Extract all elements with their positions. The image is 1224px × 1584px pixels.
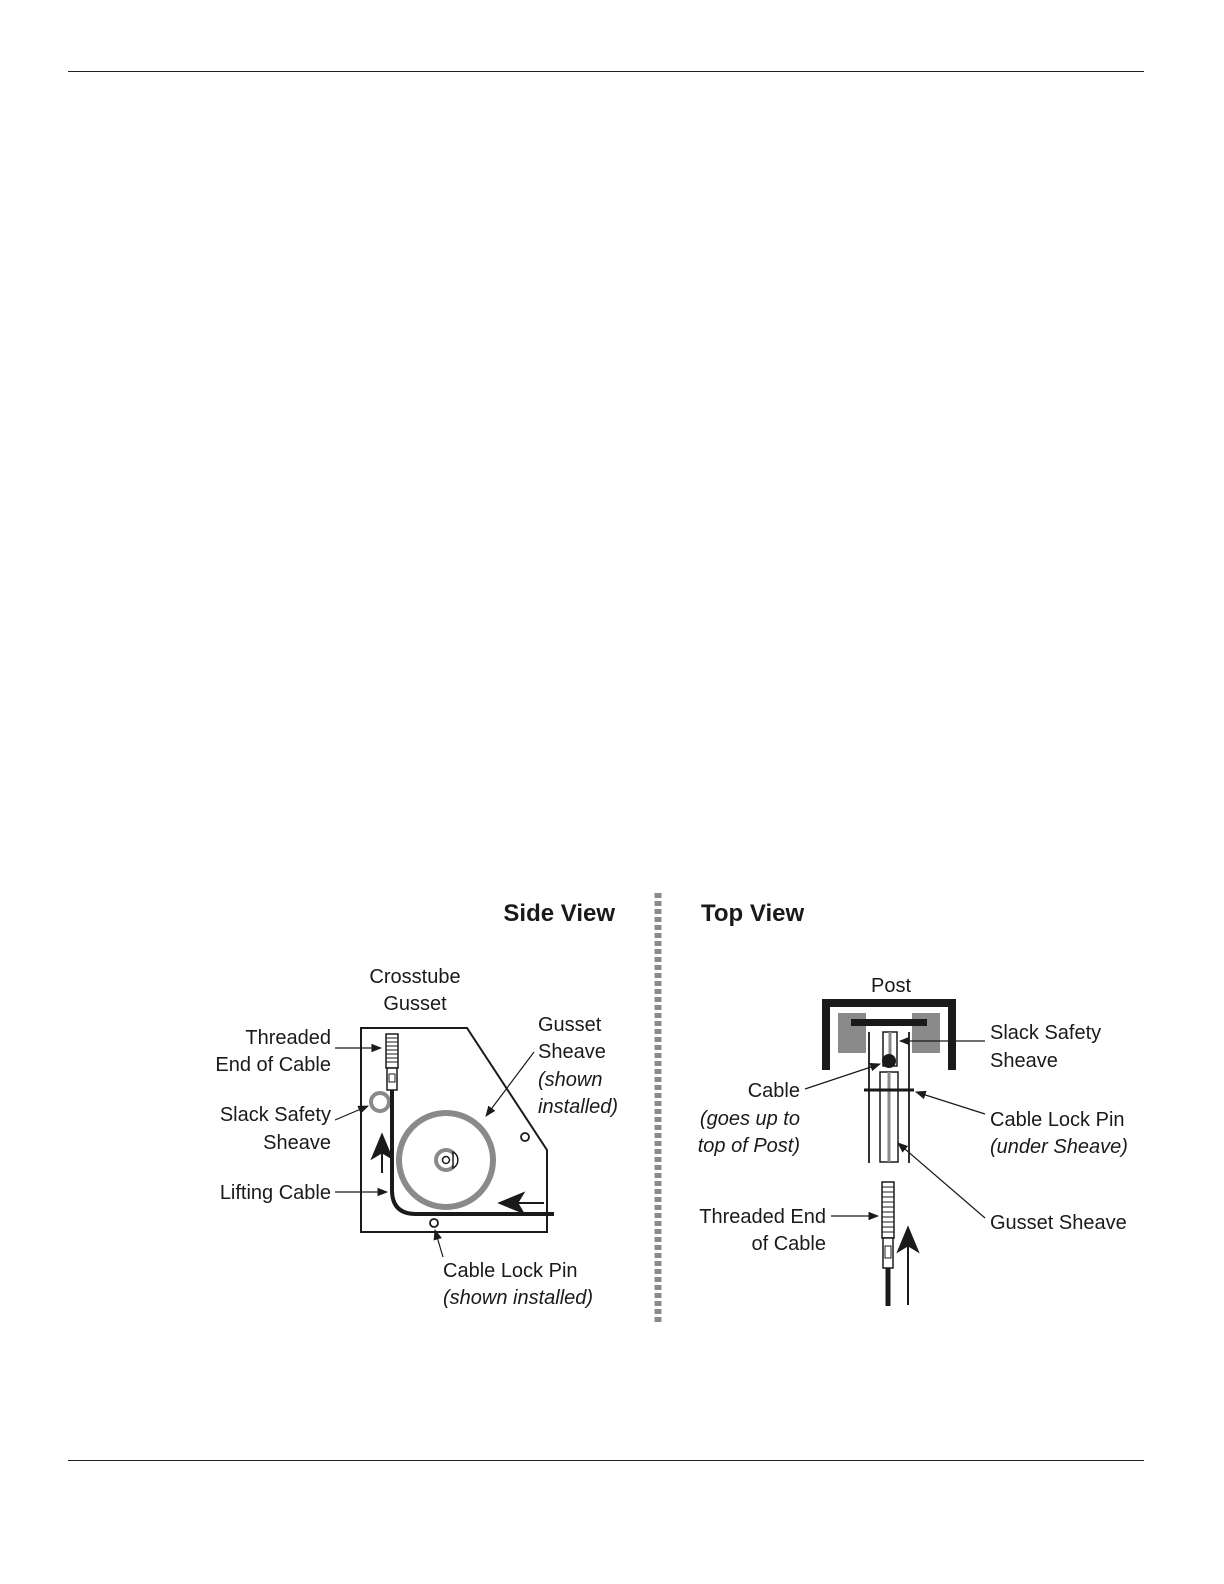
label-top-cable-lock-pin: Cable Lock Pin [990, 1109, 1125, 1131]
label-top-cable: Cable [747, 1080, 800, 1102]
label-top-threaded-end: Threaded End [699, 1206, 826, 1228]
label-top-cable-note-2: top of Post) [697, 1135, 800, 1157]
leader-top-cable-lock-pin [916, 1092, 985, 1114]
side-view-title: Side View [503, 900, 615, 927]
label-top-cable-note-1: (goes up to [699, 1108, 800, 1130]
label-top-of-cable: of Cable [751, 1233, 826, 1255]
cable-top [882, 1054, 896, 1068]
post-bar [851, 1019, 927, 1026]
label-slack-sheave: Sheave [263, 1132, 331, 1154]
label-slack-safety: Slack Safety [219, 1104, 331, 1126]
label-shown: (shown [538, 1069, 603, 1091]
label-threaded: Threaded [245, 1027, 331, 1049]
label-end-of-cable: End of Cable [215, 1054, 331, 1076]
gusset-hole [521, 1133, 529, 1141]
label-top-gusset-sheave: Gusset Sheave [990, 1212, 1127, 1234]
sheave-axle [443, 1157, 450, 1164]
label-gusset: Gusset [383, 993, 447, 1015]
label-top-sheave: Sheave [990, 1050, 1058, 1072]
label-cable-lock-pin-note: (shown installed) [443, 1287, 594, 1309]
label-gusset-2: Gusset [538, 1014, 602, 1036]
leader-top-gusset-sheave [898, 1143, 985, 1218]
label-sheave: Sheave [538, 1041, 606, 1063]
label-top-cable-lock-pin-note: (under Sheave) [990, 1136, 1128, 1158]
side-view [215, 900, 618, 1309]
leader-cable-lock-pin [435, 1230, 443, 1257]
cable-lock-pin [430, 1219, 438, 1227]
footer-rule [68, 1460, 1144, 1461]
label-crosstube: Crosstube [369, 966, 461, 988]
threaded-end-of-cable [386, 1034, 398, 1090]
top-view [698, 900, 1128, 1306]
label-cable-lock-pin: Cable Lock Pin [443, 1260, 578, 1282]
label-lifting-cable: Lifting Cable [219, 1182, 331, 1204]
label-top-slack-safety: Slack Safety [990, 1022, 1102, 1044]
threaded-end-of-cable-top [882, 1182, 894, 1306]
top-view-title: Top View [701, 900, 805, 927]
label-post: Post [870, 975, 912, 997]
label-installed: installed) [538, 1096, 619, 1118]
